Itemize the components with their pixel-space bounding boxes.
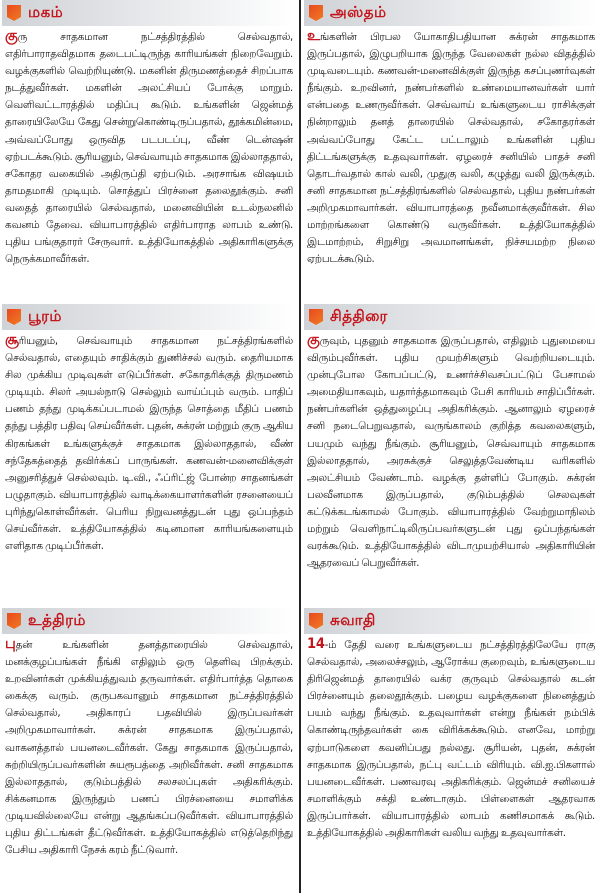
section-title: மகம்	[28, 3, 64, 21]
section-header	[304, 304, 598, 330]
section-pooram	[2, 304, 296, 608]
dropcap: கு	[307, 332, 320, 348]
right-column	[304, 0, 598, 893]
column-divider	[299, 0, 301, 893]
section-magam	[2, 0, 296, 304]
section-title: உத்திரம்	[28, 611, 86, 629]
section-header	[2, 608, 296, 634]
section-body	[304, 330, 598, 572]
bullet-marker-icon	[309, 5, 323, 21]
section-text: ருவும், புதனும் சாதகமாக இருப்பதால், எதிலும் புதுமையை விரும்புவீர்கள். புதிய முயற்சிகளும் வெற்றியடையும். முன்புபோல கோபப்பட்டு, உணர்ச்சிவசப்பட்டுப் பேசாமல் அமைதியாகவும், யதார்த்தமாகவும் பேசி காரியம் சாதிப்பீர்கள். நண்பர்களின் ஒத்துழைப்பு அதிகரிக்கும். ஆனாலும் ஏழரைச் சனி நடைபெறுவதால், வருங்காலம் குறித்த கவலைகளும், பயமும் வந்து நீங்கும். சூரியனும், செவ்வாயும் சாதகமாக இல்லாததால், அரசுக்குச் செலுத்தவேண்டிய வரிகளில் அலட்சியம் வேண்டாம். வழக்கு தள்ளிப் போகும். சுக்ரன் பலவீனமாக இருப்பதால், குடும்பத்தில் செலவுகள் கட்டுக்கடங்காமல் போகும். வியாபாரத்தில் வேற்றுமாநிலம் மற்றும் வெளிநாட்டிலிருப்பவர்களுடன் புது ஒப்பந்தங்கள் வரக்கூடும். உத்தியோகத்தில் விடாமுயற்சியால் அதிகாரியின் ஆதரவைப் பெறுவீர்கள்.	[307, 335, 595, 570]
section-title: சுவாதி	[330, 611, 376, 629]
section-header	[2, 304, 296, 330]
section-header	[304, 0, 598, 26]
bullet-marker-icon	[7, 309, 21, 325]
dropcap: சூ	[5, 332, 19, 348]
bullet-marker-icon	[309, 309, 323, 325]
bullet-marker-icon	[7, 5, 21, 21]
section-chithirai	[304, 304, 598, 608]
section-body	[2, 330, 296, 555]
section-body	[2, 634, 296, 859]
section-text: -ம் தேதி வரை உங்களுடைய நட்சத்திரத்திலேயே ராகு செல்வதால், அலைச்சலும், ஆரோக்ய குறைவும், உங்களுடைய திரிஜென்மத் தாரையில் வக்ர குருவும் செல்வதால் கடன் பிரச்னையும் தலைதூக்கும். பழைய வழக்குகளை நினைத்தும் பயம் வந்து நீங்கும். உதவுவார்கள் என்று நீங்கள் நம்பிக் கொண்டிருந்தவர்கள் கை விரிக்கக்கூடும். எனவே, மாற்று ஏற்பாடுகளை கவனிப்பது நல்லது. சூரியன், புதன், சுக்ரன் சாதகமாக இருப்பதால், நட்பு வட்டம் விரியும். வி.ஐ.பிகளால் பயனடைவீர்கள். பணவரவு அதிகரிக்கும். ஜென்மச் சனியைச் சமாளிக்கும் சக்தி உண்டாகும். பிள்ளைகள் ஆதரவாக இருப்பார்கள். வியாபாரத்தில் லாபம் கணிசமாகக் கூடும். உத்தியோகத்தில் அதிகாரிகள் வலிய வந்து உதவுவார்கள்.	[307, 639, 595, 840]
section-title: அஸ்தம்	[330, 3, 387, 21]
section-header	[304, 608, 598, 634]
dropcap: உ	[307, 28, 321, 44]
section-header	[2, 0, 296, 26]
bullet-marker-icon	[7, 613, 21, 629]
section-body	[304, 26, 598, 268]
dropcap: 14	[307, 636, 325, 652]
section-text: ரியனும், செவ்வாயும் சாதகமான நட்சத்திரங்களில் செல்வதால், எதையும் சாதிக்கும் துணிச்சல் வரும். தைரியமாக சில முக்கிய முடிவுகள் எடுப்பீர்கள். சகோதரிக்குத் திருமணம் முடியும். சிலர் அயல்நாடு செல்லும் வாய்ப்பும் வரும். பாதிப் பணம் தந்து முடிக்கப்படாமல் இருந்த சொத்தை மீதிப் பணம் தந்து பத்திர பதிவு செய்வீர்கள். புதன், சுக்ரன் மற்றும் குரு ஆகிய கிரகங்கள் உங்களுக்குச் சாதகமாக இல்லாததால், வீண் சந்தேகத்தைத் தவிர்க்கப் பாருங்கள். கணவன்-மனைவிக்குள் அனுசரித்துச் செல்லவும். டி.வி., ஃப்ரிட்ஜ் போன்ற சாதனங்கள் பழுதாகும். வியாபாரத்தில் வாடிக்கையாளர்களின் ரசனையைப் புரிந்துகொள்வீர்கள். பெரிய நிறுவனத்துடன் புது ஒப்பந்தம் செய்வீர்கள். உத்தியோகத்தில் கடினமான காரியங்களையும் எளிதாக முடிப்பீர்கள்.	[5, 335, 293, 553]
section-astham	[304, 0, 598, 304]
section-text: ங்களின் பிரபல யோகாதிபதியான சுக்ரன் சாதகமாக இருப்பதால், இழுபறியாக இருந்த வேலைகள் நல்ல விதத்தில் முடிவடையும். கணவன்-மனைவிக்குள் இருந்த கசப்புணர்வுகள் நீங்கும். உறவினர், நண்பர்களில் உண்மையானவர்கள் யார் என்பதை உணருவீர்கள். செவ்வாய் உங்களுடைய ராசிக்குள் நின்றாலும் தனத் தாரையில் செல்வதால், சகோதரர்கள் அவ்வப்போது கேட்ட பட்டாலும் உங்களின் புதிய திட்டங்களுக்கு உதவுவார்கள். ஏழரைச் சனியில் பாதச் சனி தொடர்வதால் கால் வலி, முதுகு வலி, கழுத்து வலி இருக்கும். சனி சாதகமான நட்சத்திரங்களில் செல்வதால், புதிய நண்பர்கள் அறிமுகமாவார்கள். வியாபாரத்தை நவீனமாக்குவீர்கள். சில மாற்றங்களை கொண்டு வருவீர்கள். உத்தியோகத்தில் இடமாற்றம், சிறுசிறு அவமானங்கள், நிச்சயமற்ற நிலை ஏற்படக்கூடும்.	[307, 31, 595, 266]
section-uthiram	[2, 608, 296, 893]
section-title: சித்திரை	[330, 307, 388, 325]
dropcap: பு	[5, 636, 16, 652]
bullet-marker-icon	[309, 613, 323, 629]
section-swathi	[304, 608, 598, 893]
left-column	[2, 0, 296, 893]
section-text: தன் உங்களின் தனத்தாரையில் செல்வதால், மனக்குழப்பங்கள் நீங்கி எதிலும் ஒரு தெளிவு பிறக்கும். உறவினர்கள் முக்கியத்துவம் தருவார்கள். எதிர்பார்த்த தொகை கைக்கு வரும். குருபகவானும் சாதகமான நட்சத்திரத்தில் செல்வதால், அதிகாரப் பதவியில் இருப்பவர்கள் அறிமுகமாவார்கள். சுக்ரன் சாதகமாக இருப்பதால், வாகனத்தால் பயனடைவீர்கள். கேது சாதகமாக இருப்பதால், சுற்றியிருப்பவர்களின் சுயரூபத்தை அறிவீர்கள். சனி சாதகமாக இல்லாததால், குடும்பத்தில் சலசலப்புகள் அதிகரிக்கும். சிக்கனமாக இருந்தும் பணப் பிரச்னையை சமாளிக்க முடியவில்லையே என்று ஆதங்கப்படுவீர்கள். வியாபாரத்தில் புதிய திட்டங்கள் தீட்டுவீர்கள். உத்தியோகத்தில் எடுத்தெறிந்து பேசிய அதிகாரி நேசக் கரம் நீட்டுவார்.	[5, 639, 293, 857]
section-text: ரு சாதகமான நட்சத்திரத்தில் செல்வதால், எதிர்பாராதவிதமாக தடைபட்டிருந்த காரியங்கள் நிறைவேறும். வழக்குகளில் வெற்றியுண்டு. மகனின் திருமணத்தைச் சிறப்பாக நடத்துவீர்கள். மகளின் அலட்சியப் போக்கு மாறும். வெளிவட்டாரத்தில் மதிப்பு கூடும். உங்களின் ஜென்மத் தாரையிலேயே கேது சென்றுகொண்டிருப்பதால், தூக்கமின்மை, அவ்வப்போது ஒருவித படபடப்பு, வீண் டென்ஷன் ஏற்படக்கூடும். சூரியனும், செவ்வாயும் சாதகமாக இல்லாததால், சகோதர வகையில் அதிருப்தி ஏற்படும். அரசாங்க விஷயம் தாமதமாகி முடியும். சொத்துப் பிரச்னை தலைதூக்கும். சனி வதைத் தாரையில் செல்வதால், மனைவியின் உடல்நலனில் கவனம் தேவை. வியாபாரத்தில் எதிர்பாராத லாபம் உண்டு. புதிய பங்குதாரர் சேருவார். உத்தியோகத்தில் அதிகாரிகளுக்கு நெருக்கமாவீர்கள்.	[5, 31, 293, 266]
dropcap: கு	[5, 28, 18, 44]
section-body	[2, 26, 296, 268]
section-title: பூரம்	[28, 307, 63, 325]
section-body	[304, 634, 598, 842]
